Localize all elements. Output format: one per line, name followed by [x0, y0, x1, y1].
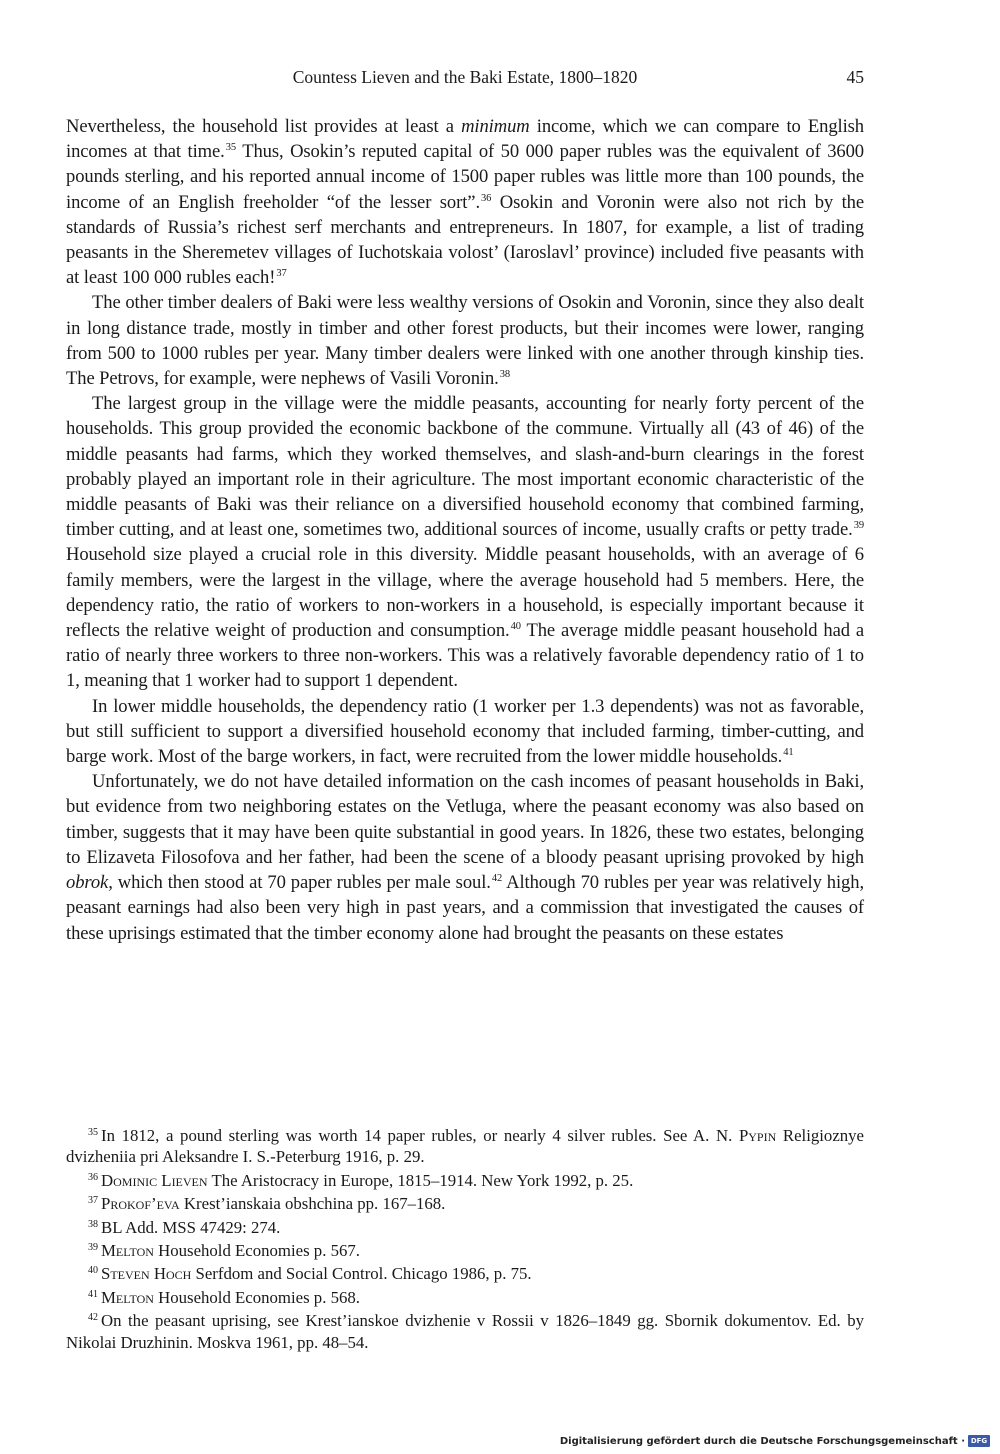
footnote-38: $^{38}$ BL Add. MSS 47429: 274.: [88, 1217, 281, 1237]
footnote-42: $^{42}$ On the peasant uprising, see Krest’ianskoe dvizhenie v Rossii v 1826–1849 gg. Sbornik dokumentov. Ed. by Nikolai Druzhinin. Moskva 1961, pp. 48–54.: [66, 1311, 864, 1352]
paragraph-3: The largest group in the village were the middle peasants, accounting for nearly forty percent of the households. This group provided the economic backbone of the commune. Virtually all (43 of 46) of the middle peasants had farms, which they worked themselves, and slash-and-burn clearings in the forest probably played an important role in their agriculture. The most important economic characteristic of the middle peasants of Baki was their reliance on a diversified household economy that combined farming, timber cutting, and at least one, sometimes two, additional sources of income, usually crafts or petty trade.$^{39}$ Household size played a crucial role in this diversity. Middle peasant households, with an average of 6 family members, were the largest in the village, where the average household had 5 members. Here, the dependency ratio, the ratio of workers to non-workers in a household, is especially important because it reflects the relative weight of production and consumption.$^{40}$ The average middle peasant household had a ratio of nearly three workers to three non-workers. This was a relatively favorable dependency ratio of 1 to 1, meaning that 1 worker had to support 1 dependent.: [66, 393, 864, 692]
footnote-author: Melton: [101, 1241, 154, 1261]
footnote-mark: 40: [88, 1265, 98, 1277]
footnote-41: $^{41}$ Melton Household Economies p. 568.: [88, 1287, 360, 1307]
footnote-ref-42[interactable]: 42: [491, 873, 503, 885]
footnote-mark: 38: [88, 1218, 98, 1230]
footnote-ref-41[interactable]: 41: [783, 747, 794, 759]
footnote-36: $^{36}$ Dominic Lieven The Aristocracy in Europe, 1815–1914. New York 1992, p. 25.: [88, 1170, 634, 1190]
footnotes: [66, 1125, 864, 1355]
footnote-ref-38[interactable]: 38: [499, 369, 511, 381]
footnote-mark: 41: [88, 1288, 98, 1300]
digitization-notice: [560, 1434, 990, 1448]
footnote-39: $^{39}$ Melton Household Economies p. 567.: [88, 1241, 360, 1261]
footnote-40: $^{40}$ Steven Hoch Serfdom and Social Control. Chicago 1986, p. 75.: [88, 1264, 532, 1284]
running-title: Countess Lieven and the Baki Estate, 1800–1820: [292, 67, 638, 87]
digitization-notice-text: Digitalisierung gefördert durch die Deutsche Forschungsgemeinschaft ·: [559, 1435, 965, 1447]
footnote-author: Prokof’eva: [101, 1194, 180, 1214]
footnote-ref-39[interactable]: 39: [853, 520, 864, 532]
page-header: [66, 64, 864, 90]
footnote-mark: 37: [88, 1195, 98, 1207]
emphasis-obrok: obrok,: [66, 872, 113, 894]
paragraph-5: Unfortunately, we do not have detailed information on the cash incomes of peasant households in Baki, but evidence from two neighboring estates on the Vetluga, where the peasant economy was also based on timber, suggests that it may have been quite substantial in good years. In 1826, these two estates, belonging to Elizaveta Filosofova and her father, had been the scene of a bloody peasant uprising provoked by high obrok, which then stood at 70 paper rubles per male soul.$^{42}$ Although 70 rubles per year was relatively high, peasant earnings had also been very high in past years, and a commission that investigated the causes of these uprisings estimated that the timber economy alone had brought the peasants on these estates: [66, 771, 864, 944]
footnote-ref-35[interactable]: 35: [225, 142, 237, 154]
footnote-mark: 36: [88, 1171, 98, 1183]
footnote-37: $^{37}$ Prokof’eva Krest’ianskaia obshchina pp. 167–168.: [88, 1194, 446, 1214]
paragraph-1: Nevertheless, the household list provides at least a minimum income, which we can compare to English incomes at that time.$^{35}$ Thus, Osokin’s reputed capital of 50 000 paper rubles was the equivalent of 3600 pounds sterling, and his reported annual income of 1500 paper rubles was little more than 100 pounds, the income of an English freeholder “of the lesser sort”.$^{36}$ Osokin and Voronin were also not rich by the standards of Russia’s richest serf merchants and entrepreneurs. In 1807, for example, a list of trading peasants in the Sheremetev villages of Iuchotskaia volost’ (Iaroslavl’ province) included five peasants with at least 100 000 rubles each!$^{37}$: [66, 116, 864, 289]
footnote-ref-36[interactable]: 36: [481, 192, 492, 204]
footnote-author: Pypin: [738, 1126, 777, 1145]
footnote-author: Steven Hoch: [101, 1264, 192, 1284]
footnote-author: Melton: [101, 1287, 154, 1307]
footnote-35: $^{35}$ In 1812, a pound sterling was worth 14 paper rubles, or nearly 4 silver rubles. See A. N. Pypin Religioznye dvizheniia pri Aleksandre I. S.-Peterburg 1916, p. 29.: [66, 1126, 864, 1167]
footnote-ref-40[interactable]: 40: [510, 621, 521, 633]
footnote-mark: 42: [88, 1312, 98, 1324]
footnote-ref-37[interactable]: 37: [276, 268, 287, 280]
body-text: [66, 114, 864, 946]
dfg-logo-icon: DFG: [968, 1435, 990, 1447]
footnote-author: Dominic Lieven: [101, 1170, 208, 1190]
footnote-mark: 35: [88, 1127, 98, 1138]
emphasis-minimum: minimum: [461, 116, 530, 137]
page-number: 45: [846, 67, 864, 87]
footnote-mark: 39: [88, 1242, 98, 1254]
paragraph-2: The other timber dealers of Baki were less wealthy versions of Osokin and Voronin, since they also dealt in long distance trade, mostly in timber and other forest products, but their incomes were lower, ranging from 500 to 1000 rubles per year. Many timber dealers were linked with one another through kinship ties. The Petrovs, for example, were nephews of Vasili Voronin.$^{38}$: [66, 292, 864, 390]
paragraph-4: In lower middle households, the dependency ratio (1 worker per 1.3 dependents) was not as favorable, but still sufficient to support a diversified household economy that included farming, timber-cutting, and barge work. Most of the barge workers, in fact, were recruited from the lower middle households.$^{41}$: [66, 695, 864, 768]
